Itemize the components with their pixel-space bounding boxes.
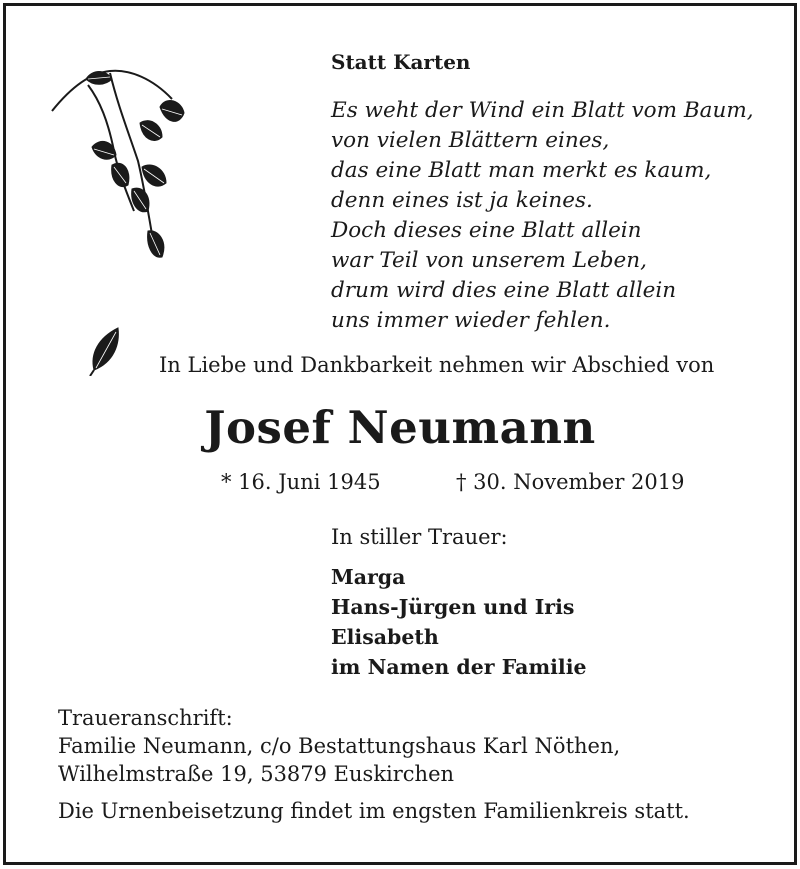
deceased-name: Josef Neumann [204,401,596,454]
poem-line: drum wird dies eine Blatt allein [331,278,677,303]
address-line: Wilhelmstraße 19, 53879 Euskirchen [58,762,455,786]
poem [331,96,754,336]
poem-line: war Teil von unserem Leben, [331,248,647,273]
poem-line: denn eines ist ja keines. [331,188,593,213]
death-date: † 30. November 2019 [456,470,685,494]
poem-line: von vielen Blättern eines, [331,128,610,153]
mourner-name: Marga [331,565,406,589]
poem-line: Doch dieses eine Blatt allein [331,218,642,243]
obituary-card [3,3,797,865]
poem-line: das eine Blatt man merkt es kaum, [331,158,712,183]
falling-leaf-icon [88,324,122,376]
mourner-list [331,562,587,682]
burial-note: Die Urnenbeisetzung findet im engsten Familienkreis statt. [58,799,690,823]
farewell-intro: In Liebe und Dankbarkeit nehmen wir Abschied von [159,353,715,377]
mourner-name: Hans-Jürgen und Iris [331,595,575,619]
poem-line: uns immer wieder fehlen. [331,308,611,333]
poem-line: Es weht der Wind ein Blatt vom Baum, [331,98,754,123]
mourner-name: Elisabeth [331,625,439,649]
mourner-name: im Namen der Familie [331,655,587,679]
header-title: Statt Karten [331,50,471,74]
birth-date: * 16. Juni 1945 [221,470,381,494]
mourning-address [58,704,620,788]
address-line: Familie Neumann, c/o Bestattungshaus Karl Nöthen, [58,734,621,758]
mourning-heading: In stiller Trauer: [331,525,508,549]
leafy-branch-icon [48,61,193,276]
address-line: Traueranschrift: [58,706,233,730]
